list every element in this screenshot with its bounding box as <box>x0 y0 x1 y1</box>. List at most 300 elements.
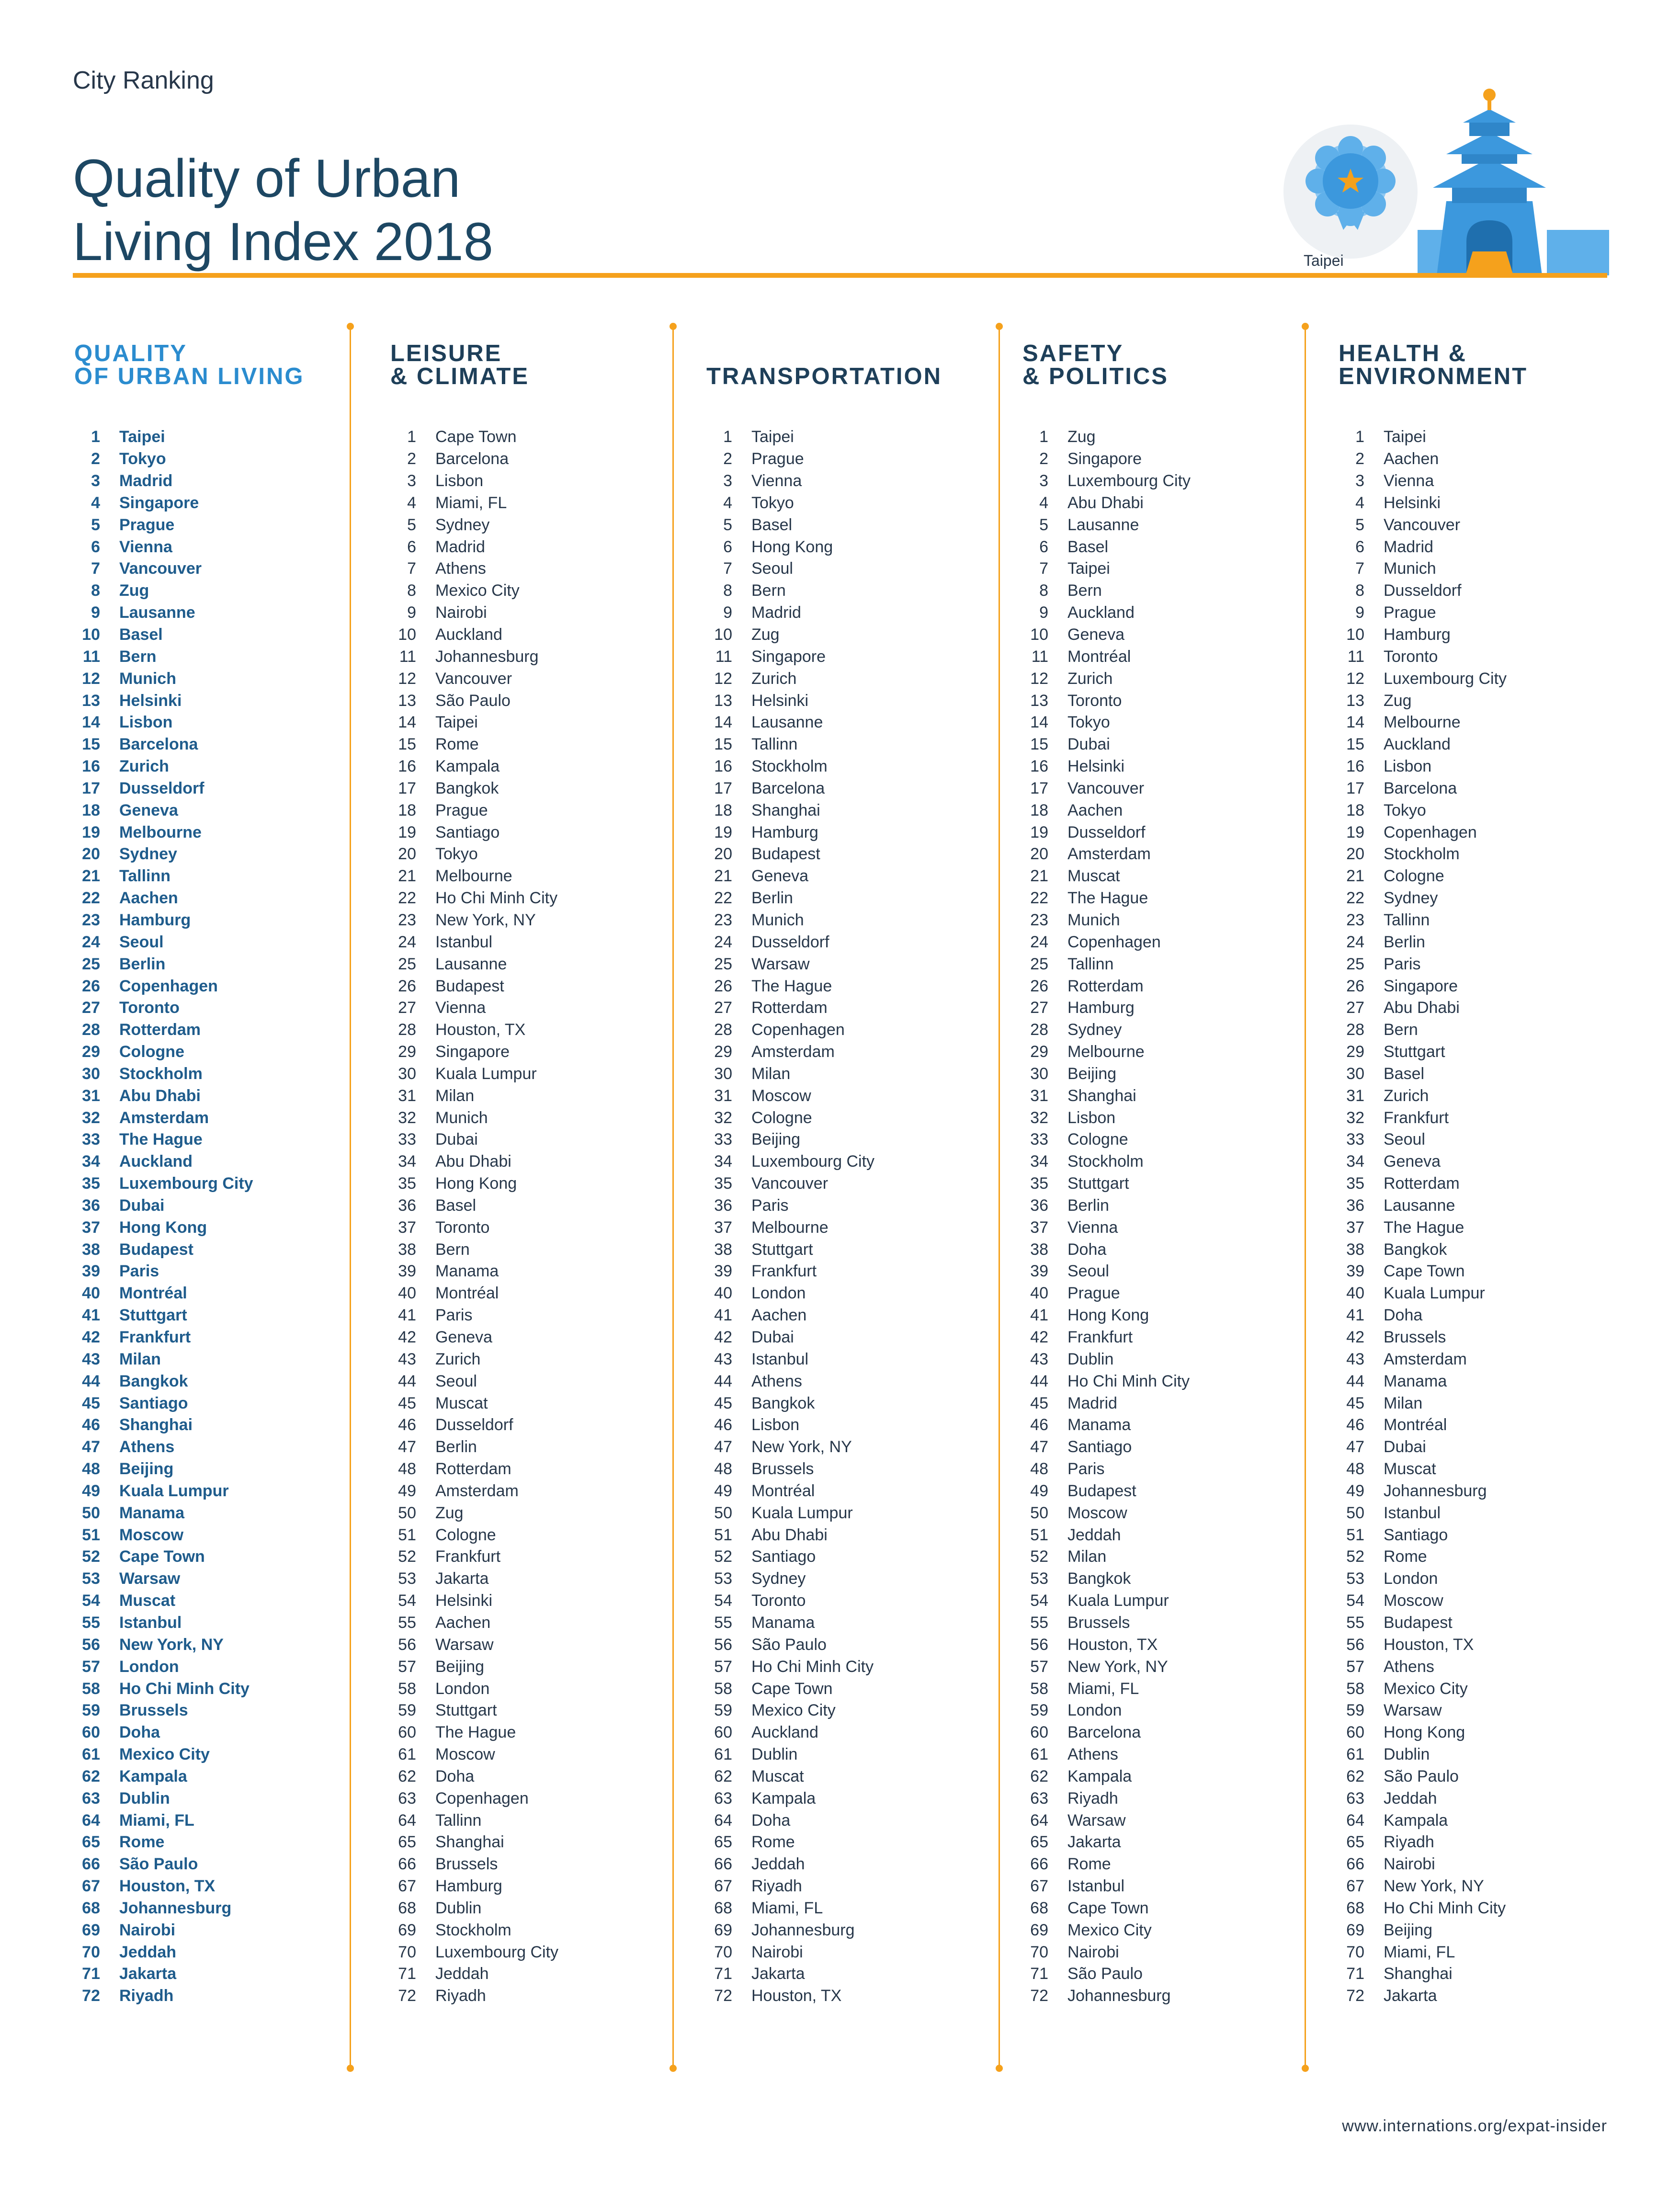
ranking-row <box>74 1195 253 1217</box>
rank-number: 59 <box>82 1701 100 1720</box>
header-rule <box>73 273 1607 278</box>
city-name: Budapest <box>751 845 820 864</box>
ranking-row <box>1022 1107 1191 1129</box>
ranking-row <box>74 1239 253 1261</box>
ranking-row <box>1022 1524 1191 1546</box>
city-name: Riyadh <box>435 1987 486 2005</box>
city-name: Geneva <box>751 867 809 886</box>
city-name: Miami, FL <box>435 493 507 512</box>
rank-number: 59 <box>1030 1701 1048 1720</box>
city-name: Abu Dhabi <box>1384 999 1460 1017</box>
rank-number: 61 <box>1346 1745 1364 1764</box>
rank-number: 26 <box>82 977 100 995</box>
ranking-row <box>1339 668 1507 690</box>
ranking-row <box>1339 492 1507 514</box>
city-name: Warsaw <box>435 1635 494 1654</box>
rank-number: 6 <box>1355 537 1364 556</box>
city-name: Montréal <box>119 1284 187 1303</box>
ranking-row <box>74 1458 253 1480</box>
city-name: Vancouver <box>751 1174 829 1193</box>
rank-number: 41 <box>82 1306 100 1325</box>
ranking-row <box>706 492 874 514</box>
city-name: Amsterdam <box>1067 845 1151 864</box>
city-name: Lausanne <box>1384 1196 1455 1215</box>
rank-number: 11 <box>1347 647 1364 666</box>
ranking-row <box>1022 1261 1191 1283</box>
city-name: Budapest <box>1067 1481 1136 1500</box>
city-name: Jeddah <box>751 1855 805 1874</box>
ranking-row <box>390 1327 558 1349</box>
ranking-row <box>74 1151 253 1173</box>
ranking-row <box>390 1831 558 1853</box>
rank-number: 11 <box>83 647 100 666</box>
city-name: Geneva <box>435 1328 493 1347</box>
ranking-row <box>1339 1173 1507 1195</box>
ranking-row <box>1339 1305 1507 1327</box>
rank-number: 3 <box>723 472 732 490</box>
ranking-row <box>390 1876 558 1898</box>
ranking-row <box>390 624 558 646</box>
ranking-row <box>1022 646 1191 668</box>
ranking-row <box>390 1765 558 1787</box>
ranking-row <box>74 712 253 734</box>
city-name: Berlin <box>1067 1196 1109 1215</box>
city-name: Miami, FL <box>1384 1943 1455 1961</box>
city-name: Bern <box>119 647 157 666</box>
heading-line: & POLITICS <box>1022 364 1169 389</box>
ranking-row <box>390 1436 558 1458</box>
rank-number: 4 <box>407 493 416 512</box>
rank-number: 60 <box>1346 1723 1364 1742</box>
city-name: Athens <box>119 1438 175 1456</box>
ranking-row <box>1339 1809 1507 1831</box>
rank-number: 46 <box>82 1416 100 1434</box>
city-name: Jeddah <box>119 1943 177 1961</box>
city-name: Athens <box>751 1372 802 1390</box>
ranking-row <box>1339 778 1507 800</box>
city-name: Moscow <box>751 1086 811 1105</box>
rank-number: 44 <box>82 1372 100 1390</box>
city-name: Stockholm <box>751 757 828 776</box>
city-name: Amsterdam <box>751 1043 835 1061</box>
ranking-row <box>74 1787 253 1809</box>
column-heading <box>1022 335 1291 388</box>
city-name: Stockholm <box>435 1921 511 1939</box>
rank-number: 15 <box>82 735 100 754</box>
city-name: Frankfurt <box>751 1262 817 1281</box>
city-name: Stuttgart <box>751 1240 813 1259</box>
rank-number: 42 <box>714 1328 732 1347</box>
ranking-row <box>706 1678 874 1700</box>
city-name: Barcelona <box>751 779 825 797</box>
rank-number: 14 <box>82 713 100 732</box>
ranking-row <box>390 1195 558 1217</box>
city-name: Barcelona <box>119 735 198 754</box>
rank-number: 15 <box>714 735 732 754</box>
rank-number: 40 <box>1030 1284 1048 1303</box>
ranking-row <box>1022 1831 1191 1853</box>
rank-number: 68 <box>1346 1899 1364 1917</box>
rank-number: 21 <box>1030 867 1048 886</box>
ranking-row <box>74 1765 253 1787</box>
ranking-row <box>74 1963 253 1985</box>
ranking-row <box>390 1085 558 1107</box>
rank-number: 7 <box>91 559 100 578</box>
city-name: Auckland <box>119 1152 193 1171</box>
city-name: Shanghai <box>1384 1965 1453 1983</box>
rank-number: 50 <box>82 1503 100 1522</box>
ranking-row <box>1022 910 1191 932</box>
rank-number: 10 <box>1030 625 1048 644</box>
rank-number: 9 <box>1355 603 1364 622</box>
city-name: Madrid <box>1384 537 1433 556</box>
ranking-row <box>74 580 253 602</box>
city-name: São Paulo <box>751 1635 827 1654</box>
city-name: Basel <box>751 515 793 534</box>
ranking-row <box>390 1568 558 1590</box>
rank-number: 38 <box>82 1240 100 1259</box>
ranking-row <box>390 470 558 492</box>
city-name: Manama <box>1384 1372 1447 1390</box>
rank-number: 28 <box>1030 1021 1048 1039</box>
rank-number: 62 <box>714 1767 732 1785</box>
ranking-row <box>1339 1700 1507 1722</box>
rank-number: 63 <box>1346 1789 1364 1808</box>
rank-number: 54 <box>82 1592 100 1610</box>
city-name: Tokyo <box>1384 801 1426 819</box>
rank-number: 23 <box>1030 910 1048 929</box>
city-name: Tokyo <box>119 450 166 468</box>
city-name: The Hague <box>435 1723 516 1742</box>
city-name: Luxembourg City <box>751 1152 875 1171</box>
ranking-row <box>390 1261 558 1283</box>
ranking-row <box>390 1634 558 1656</box>
rank-number: 64 <box>714 1811 732 1830</box>
ranking-row <box>1022 953 1191 975</box>
rank-number: 24 <box>1346 932 1364 951</box>
city-name: Sydney <box>119 845 177 864</box>
rank-number: 53 <box>82 1569 100 1588</box>
city-name: Vienna <box>1067 1218 1118 1237</box>
ranking-row <box>706 1217 874 1239</box>
ranking-row <box>1022 1348 1191 1370</box>
column-safety-politics <box>1022 335 1291 2005</box>
rank-number: 54 <box>398 1592 416 1610</box>
rank-number: 12 <box>82 669 100 688</box>
city-name: Paris <box>435 1306 473 1325</box>
ranking-row <box>706 448 874 470</box>
rank-number: 5 <box>407 515 416 534</box>
ranking-row <box>1339 953 1507 975</box>
rank-number: 68 <box>1030 1899 1048 1917</box>
ranking-row <box>74 1678 253 1700</box>
city-name: Copenhagen <box>1384 823 1477 841</box>
ranking-row <box>1339 1414 1507 1436</box>
city-name: Rome <box>1067 1855 1111 1874</box>
rank-number: 28 <box>1346 1021 1364 1039</box>
rank-number: 3 <box>1039 472 1048 490</box>
rank-number: 45 <box>1030 1394 1048 1412</box>
city-name: Frankfurt <box>119 1328 191 1347</box>
ranking-row <box>1339 1919 1507 1941</box>
ranking-row <box>706 1634 874 1656</box>
ranking-row <box>390 1941 558 1963</box>
rank-number: 1 <box>1355 428 1364 446</box>
city-name: Munich <box>1067 910 1120 929</box>
rank-number: 67 <box>1346 1877 1364 1896</box>
ranking-row <box>1339 712 1507 734</box>
city-name: Barcelona <box>1067 1723 1141 1742</box>
rank-number: 20 <box>714 845 732 864</box>
ranking-row <box>390 668 558 690</box>
city-name: Abu Dhabi <box>751 1525 828 1544</box>
rank-number: 36 <box>82 1196 100 1215</box>
city-name: Nairobi <box>435 603 487 622</box>
city-name: Melbourne <box>119 823 202 841</box>
ranking-row <box>74 1590 253 1612</box>
ranking-row <box>74 1129 253 1151</box>
ranking-row <box>1022 690 1191 712</box>
ranking-row <box>74 1217 253 1239</box>
ranking-row <box>1022 1722 1191 1744</box>
rank-number: 69 <box>1346 1921 1364 1939</box>
city-name: Taipei <box>1067 559 1110 578</box>
city-name: Seoul <box>1067 1262 1109 1281</box>
ranking-row <box>1022 1985 1191 2007</box>
ranking-row <box>390 843 558 865</box>
rank-number: 37 <box>1346 1218 1364 1237</box>
ranking-row <box>1022 1919 1191 1941</box>
city-name: Zurich <box>1067 669 1113 688</box>
ranking-list <box>74 426 253 2007</box>
city-name: Beijing <box>1384 1921 1433 1939</box>
rank-number: 36 <box>398 1196 416 1215</box>
rank-number: 62 <box>398 1767 416 1785</box>
city-name: Melbourne <box>751 1218 829 1237</box>
rank-number: 64 <box>1346 1811 1364 1830</box>
ranking-row <box>390 1524 558 1546</box>
ranking-row <box>706 602 874 624</box>
city-name: Abu Dhabi <box>435 1152 511 1171</box>
city-name: Tallinn <box>751 735 798 754</box>
rank-number: 67 <box>714 1877 732 1896</box>
city-name: Barcelona <box>1384 779 1457 797</box>
ranking-row <box>390 1985 558 2007</box>
city-name: Stockholm <box>1067 1152 1144 1171</box>
rank-number: 37 <box>1030 1218 1048 1237</box>
city-name: Aachen <box>1384 450 1439 468</box>
rank-number: 50 <box>398 1503 416 1522</box>
ranking-row <box>1339 910 1507 932</box>
ranking-row <box>390 1217 558 1239</box>
city-name: Rome <box>1384 1547 1427 1566</box>
ranking-row <box>1022 1546 1191 1568</box>
rank-number: 43 <box>82 1350 100 1368</box>
rank-number: 28 <box>82 1021 100 1039</box>
rank-number: 47 <box>82 1438 100 1456</box>
rank-number: 40 <box>82 1284 100 1303</box>
ranking-row <box>1339 1787 1507 1809</box>
ranking-row <box>390 690 558 712</box>
rank-number: 51 <box>714 1525 732 1544</box>
ranking-row <box>74 1283 253 1305</box>
ranking-list <box>1022 426 1191 2007</box>
ranking-row <box>1339 514 1507 536</box>
rank-number: 28 <box>714 1021 732 1039</box>
rank-number: 66 <box>714 1855 732 1874</box>
city-name: Lausanne <box>119 603 195 622</box>
rank-number: 15 <box>1030 735 1048 754</box>
city-name: Paris <box>1384 955 1421 973</box>
city-name: The Hague <box>1384 1218 1464 1237</box>
ranking-row <box>74 1634 253 1656</box>
rank-number: 13 <box>1346 691 1364 710</box>
ranking-row <box>1339 865 1507 887</box>
city-name: Aachen <box>435 1613 491 1632</box>
ranking-row <box>390 1744 558 1766</box>
ranking-row <box>1022 514 1191 536</box>
ranking-row <box>390 448 558 470</box>
rank-number: 27 <box>714 999 732 1017</box>
ranking-row <box>390 558 558 580</box>
ranking-row <box>706 1744 874 1766</box>
ranking-row <box>74 1019 253 1041</box>
city-name: Manama <box>751 1613 815 1632</box>
rank-number: 5 <box>723 515 732 534</box>
footer-url-link[interactable]: www.internations.org/expat-insider <box>1342 2117 1607 2135</box>
rank-number: 32 <box>714 1108 732 1127</box>
ranking-row <box>706 470 874 492</box>
ranking-row <box>1022 799 1191 821</box>
rank-number: 67 <box>82 1877 100 1896</box>
city-name: Auckland <box>751 1723 818 1742</box>
city-name: Vancouver <box>1067 779 1145 797</box>
ranking-row <box>706 778 874 800</box>
city-name: Cologne <box>1384 867 1444 886</box>
ranking-row <box>706 1765 874 1787</box>
city-name: Basel <box>119 625 163 644</box>
city-name: Ho Chi Minh City <box>1384 1899 1506 1917</box>
rank-number: 12 <box>1346 669 1364 688</box>
city-name: Singapore <box>435 1043 510 1061</box>
rank-number: 8 <box>91 581 100 600</box>
rank-number: 24 <box>1030 932 1048 951</box>
rank-number: 25 <box>1030 955 1048 973</box>
ranking-row <box>74 1480 253 1502</box>
city-name: Jeddah <box>1384 1789 1437 1808</box>
rank-number: 1 <box>91 428 100 446</box>
rank-number: 50 <box>714 1503 732 1522</box>
ranking-row <box>74 997 253 1019</box>
ranking-row <box>1339 887 1507 910</box>
city-name: Seoul <box>119 932 164 951</box>
ranking-row <box>390 1370 558 1392</box>
ranking-row <box>1339 1590 1507 1612</box>
city-name: Kuala Lumpur <box>435 1064 537 1083</box>
city-name: Warsaw <box>1384 1701 1442 1720</box>
column-heading <box>1339 335 1607 388</box>
rank-number: 32 <box>1030 1108 1048 1127</box>
rank-number: 30 <box>1030 1064 1048 1083</box>
ranking-row <box>1022 1195 1191 1217</box>
rank-number: 6 <box>723 537 732 556</box>
ranking-row <box>74 624 253 646</box>
rank-number: 60 <box>714 1723 732 1742</box>
city-name: Athens <box>435 559 486 578</box>
ranking-row <box>706 1327 874 1349</box>
city-name: Hong Kong <box>1067 1306 1149 1325</box>
city-name: Melbourne <box>435 867 512 886</box>
city-name: Zurich <box>435 1350 481 1368</box>
rank-number: 5 <box>1355 515 1364 534</box>
rank-number: 26 <box>714 977 732 995</box>
city-name: Tallinn <box>1067 955 1114 973</box>
ranking-row <box>1022 1590 1191 1612</box>
city-name: Seoul <box>1384 1130 1425 1149</box>
rank-number: 16 <box>82 757 100 776</box>
city-name: Abu Dhabi <box>119 1086 201 1105</box>
city-name: Vienna <box>1384 472 1434 490</box>
rank-number: 6 <box>91 537 100 556</box>
rank-number: 71 <box>1346 1965 1364 1983</box>
rank-number: 33 <box>1030 1130 1048 1149</box>
rank-number: 44 <box>1346 1372 1364 1390</box>
city-name: Stuttgart <box>435 1701 497 1720</box>
rank-number: 42 <box>1346 1328 1364 1347</box>
city-name: Santiago <box>119 1394 188 1412</box>
city-name: Bangkok <box>1067 1569 1131 1588</box>
rank-number: 40 <box>714 1284 732 1303</box>
ranking-row <box>390 1963 558 1985</box>
city-name: Kuala Lumpur <box>751 1503 853 1522</box>
ranking-row <box>74 514 253 536</box>
rank-number: 72 <box>82 1987 100 2005</box>
city-name: Dublin <box>435 1899 482 1917</box>
rank-number: 13 <box>714 691 732 710</box>
city-name: Aachen <box>1067 801 1123 819</box>
ranking-row <box>1339 975 1507 997</box>
city-name: Nairobi <box>1067 1943 1119 1961</box>
city-name: Cologne <box>751 1108 812 1127</box>
ranking-row <box>74 1085 253 1107</box>
ranking-row <box>706 1919 874 1941</box>
rank-number: 9 <box>407 603 416 622</box>
rank-number: 20 <box>1030 845 1048 864</box>
city-name: Dubai <box>435 1130 478 1149</box>
rank-number: 33 <box>82 1130 100 1149</box>
ranking-row <box>1339 1348 1507 1370</box>
ranking-row <box>1022 470 1191 492</box>
ranking-row <box>1339 843 1507 865</box>
ranking-row <box>1339 734 1507 756</box>
city-name: Luxembourg City <box>119 1174 253 1193</box>
city-name: Stuttgart <box>1067 1174 1129 1193</box>
rank-number: 20 <box>1346 845 1364 864</box>
rank-number: 65 <box>1030 1833 1048 1852</box>
ranking-row <box>1022 778 1191 800</box>
ranking-row <box>1022 1963 1191 1985</box>
city-name: Dusseldorf <box>435 1416 513 1434</box>
rank-number: 3 <box>407 472 416 490</box>
city-name: Miami, FL <box>751 1899 823 1917</box>
rank-number: 25 <box>714 955 732 973</box>
city-name: Milan <box>751 1064 791 1083</box>
rank-number: 72 <box>714 1987 732 2005</box>
rank-number: 19 <box>398 823 416 841</box>
rank-number: 40 <box>398 1284 416 1303</box>
rank-number: 58 <box>398 1679 416 1698</box>
city-name: Helsinki <box>751 691 809 710</box>
